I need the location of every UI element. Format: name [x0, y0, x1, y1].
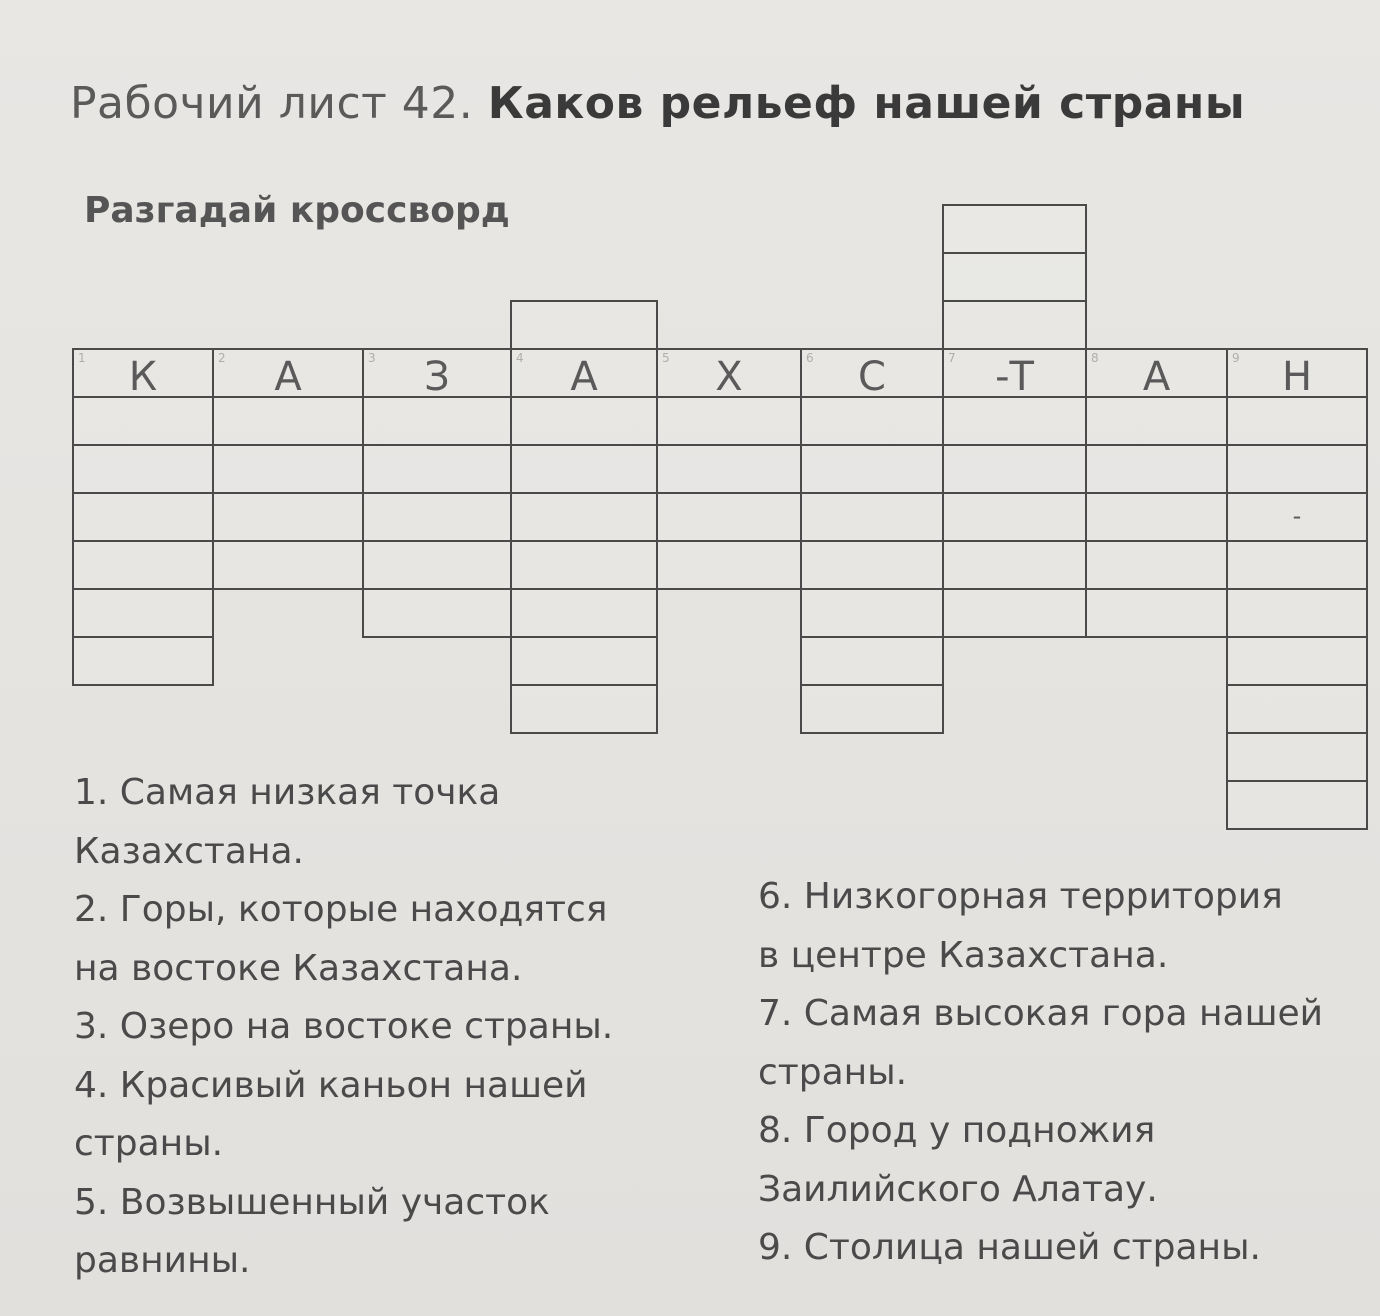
- clues-right-column: [758, 868, 1368, 1278]
- clue-number: 4: [516, 351, 524, 365]
- clue-number: 8: [1091, 351, 1099, 365]
- clue-line: Заилийского Алатау.: [758, 1168, 1158, 1210]
- crossword-answer-cell[interactable]: [1226, 588, 1368, 638]
- clue-line: 6. Низкогорная территория: [758, 876, 1283, 917]
- crossword-answer-cell[interactable]: [1226, 444, 1368, 494]
- key-letter: Х: [715, 354, 743, 400]
- clue-number: 9: [1232, 351, 1240, 365]
- clues-left-column: [74, 764, 684, 1291]
- clue-line: 5. Возвышенный участок: [74, 1181, 550, 1223]
- crossword-answer-cell[interactable]: [942, 492, 1087, 542]
- clue-number: 7: [948, 351, 956, 365]
- clue-line: 9. Столица нашей страны.: [758, 1227, 1261, 1268]
- clue-line: страны.: [74, 1123, 224, 1164]
- crossword-key-cell[interactable]: [362, 348, 512, 398]
- crossword-answer-cell[interactable]: [942, 540, 1087, 590]
- crossword-answer-cell[interactable]: [362, 396, 512, 446]
- crossword-answer-cell[interactable]: [800, 540, 944, 590]
- crossword-answer-cell[interactable]: [942, 396, 1087, 446]
- crossword-answer-cell[interactable]: [510, 396, 658, 446]
- clue-line: 3. Озеро на востоке страны.: [74, 1006, 614, 1047]
- crossword-answer-cell[interactable]: [1226, 684, 1368, 734]
- crossword-answer-cell[interactable]: [942, 252, 1087, 302]
- crossword-answer-cell[interactable]: [72, 444, 214, 494]
- crossword-answer-cell[interactable]: [362, 444, 512, 494]
- clue-line: 1. Самая низкая точка: [74, 772, 501, 813]
- crossword-key-cell[interactable]: [656, 348, 802, 398]
- crossword-answer-cell[interactable]: [72, 588, 214, 638]
- crossword-key-cell[interactable]: [212, 348, 364, 398]
- crossword-answer-cell[interactable]: [1226, 396, 1368, 446]
- crossword-answer-cell[interactable]: [1085, 396, 1228, 446]
- crossword-answer-cell[interactable]: [656, 492, 802, 542]
- key-letter: А: [274, 354, 302, 400]
- crossword-answer-cell[interactable]: [656, 444, 802, 494]
- crossword-answer-cell[interactable]: [656, 396, 802, 446]
- crossword-answer-cell[interactable]: [510, 588, 658, 638]
- crossword-key-cell[interactable]: [1226, 348, 1368, 398]
- crossword-key-cell[interactable]: [72, 348, 214, 398]
- title-prefix: Рабочий лист 42.: [70, 78, 474, 129]
- crossword-answer-cell[interactable]: [800, 636, 944, 686]
- crossword-answer-cell[interactable]: [362, 588, 512, 638]
- clue-line: страны.: [758, 1051, 908, 1093]
- crossword-answer-cell[interactable]: [72, 396, 214, 446]
- clue-number: 2: [218, 351, 226, 365]
- key-letter: К: [128, 354, 158, 400]
- crossword-answer-cell[interactable]: [72, 492, 214, 542]
- clue-number: 1: [78, 351, 86, 365]
- clue-number: 5: [662, 351, 670, 365]
- key-letter: С: [858, 354, 886, 400]
- key-letter: -Т: [995, 354, 1034, 400]
- crossword-answer-cell[interactable]: [1226, 492, 1368, 542]
- crossword-answer-cell[interactable]: [212, 444, 364, 494]
- pencil-mark: -: [1292, 502, 1302, 530]
- crossword-answer-cell[interactable]: [1226, 636, 1368, 686]
- crossword-answer-cell[interactable]: [212, 492, 364, 542]
- crossword-key-cell[interactable]: [800, 348, 944, 398]
- clue-line: 2. Горы, которые находятся: [74, 889, 608, 930]
- crossword-answer-cell[interactable]: [800, 444, 944, 494]
- key-letter: Н: [1281, 354, 1313, 400]
- crossword-answer-cell[interactable]: [800, 588, 944, 638]
- clue-number: 3: [368, 351, 376, 365]
- crossword-answer-cell[interactable]: [212, 396, 364, 446]
- crossword-key-cell[interactable]: [1085, 348, 1228, 398]
- crossword-answer-cell[interactable]: [656, 540, 802, 590]
- key-letter: З: [424, 354, 450, 400]
- crossword-answer-cell[interactable]: [510, 540, 658, 590]
- task-instruction: Разгадай кроссворд: [84, 190, 510, 231]
- crossword-key-cell[interactable]: [510, 348, 658, 398]
- clue-line: 4. Красивый каньон нашей: [74, 1064, 588, 1106]
- crossword-answer-cell[interactable]: [800, 684, 944, 734]
- crossword-answer-cell[interactable]: [1085, 444, 1228, 494]
- crossword-answer-cell[interactable]: [1085, 492, 1228, 542]
- crossword-answer-cell[interactable]: [942, 444, 1087, 494]
- clue-line: равнины.: [74, 1240, 251, 1281]
- crossword-answer-cell[interactable]: [800, 492, 944, 542]
- crossword-answer-cell[interactable]: [510, 300, 658, 350]
- crossword-answer-cell[interactable]: [942, 204, 1087, 254]
- clue-line: 7. Самая высокая гора нашей: [758, 993, 1324, 1034]
- clue-line: на востоке Казахстана.: [74, 947, 523, 989]
- crossword-answer-cell[interactable]: [942, 588, 1087, 638]
- crossword-answer-cell[interactable]: [942, 300, 1087, 350]
- crossword-answer-cell[interactable]: [510, 492, 658, 542]
- key-letter: А: [570, 354, 598, 400]
- crossword-answer-cell[interactable]: [362, 492, 512, 542]
- clue-line: 8. Город у подножия: [758, 1110, 1156, 1151]
- crossword-answer-cell[interactable]: [1226, 540, 1368, 590]
- crossword-answer-cell[interactable]: [800, 396, 944, 446]
- clue-line: Казахстана.: [74, 830, 304, 872]
- crossword-answer-cell[interactable]: [1226, 780, 1368, 830]
- crossword-key-cell[interactable]: [942, 348, 1087, 398]
- crossword-answer-cell[interactable]: [72, 636, 214, 686]
- crossword-answer-cell[interactable]: [212, 540, 364, 590]
- crossword-answer-cell[interactable]: [510, 636, 658, 686]
- clue-line: в центре Казахстана.: [758, 934, 1169, 976]
- clue-number: 6: [806, 351, 814, 365]
- crossword-answer-cell[interactable]: [1085, 588, 1228, 638]
- title-main: Каков рельеф нашей страны: [487, 78, 1246, 129]
- page-title: [70, 78, 1245, 129]
- crossword-answer-cell[interactable]: [1085, 540, 1228, 590]
- crossword-answer-cell[interactable]: [72, 540, 214, 590]
- key-letter: А: [1142, 354, 1171, 400]
- crossword-answer-cell[interactable]: [362, 540, 512, 590]
- crossword-answer-cell[interactable]: [510, 684, 658, 734]
- crossword-answer-cell[interactable]: [510, 444, 658, 494]
- crossword-answer-cell[interactable]: [1226, 732, 1368, 782]
